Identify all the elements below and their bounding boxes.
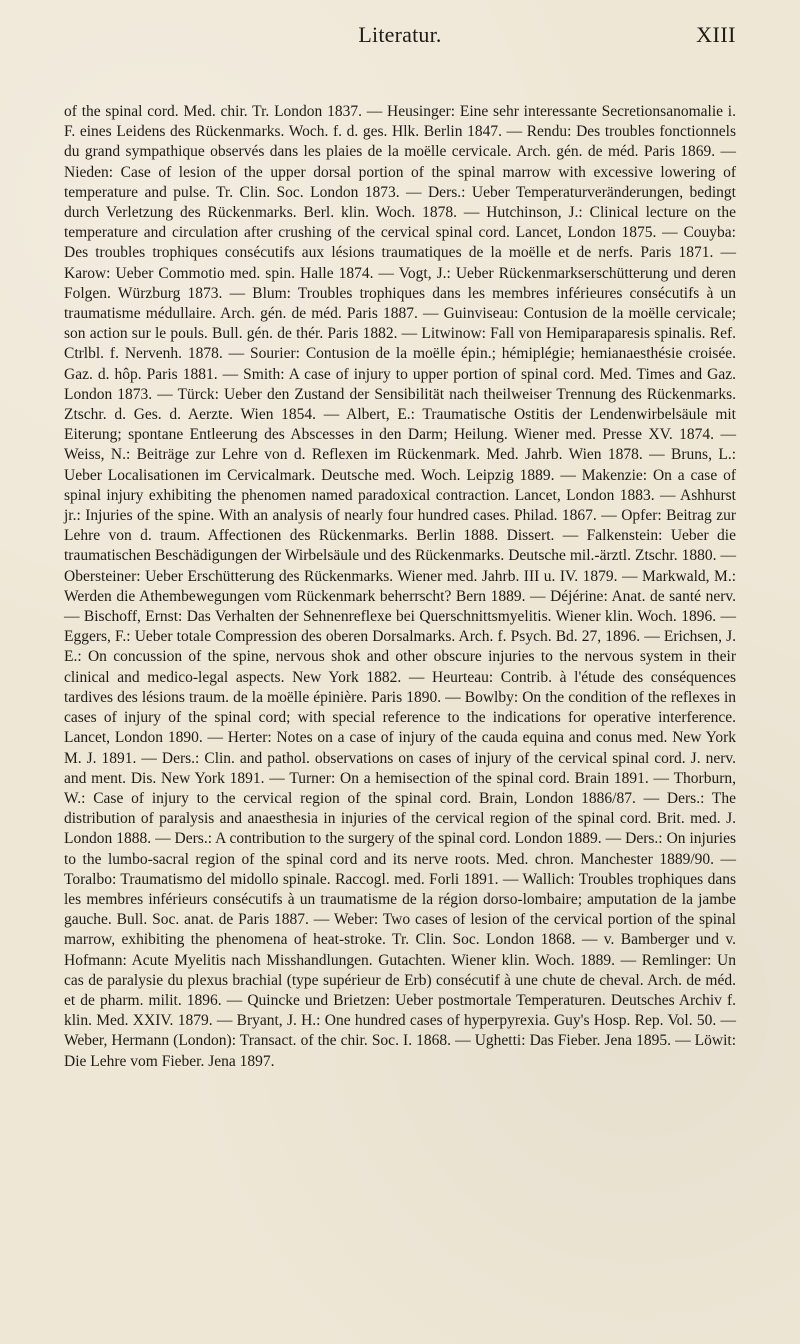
page-number: XIII	[696, 22, 736, 47]
page-header	[64, 22, 736, 68]
running-title: Literatur.	[358, 22, 442, 47]
bibliography-text-block	[64, 102, 736, 1072]
bibliography-paragraph: of the spinal cord. Med. chir. Tr. London 1837. — Heusinger: Eine sehr interessante Secretionsanomalie i. F. eines Leidens des Rückenmarks. Woch. f. d. ges. Hlk. Berlin 1847. — Rendu: Des troubles fonctionnels du grand sympathique observés dans les plaies de la moëlle cervicale. Arch. gén. de méd. Paris 1869. — Nieden: Case of lesion of the upper dorsal portion of the spinal marrow with excessive lowering of temperature and pulse. Tr. Clin. Soc. London 1873. — Ders.: Ueber Temperaturveränderungen, bedingt durch Verletzung des Rückenmarks. Berl. klin. Woch. 1878. — Hutchinson, J.: Clinical lecture on the temperature and circulation after crushing of the cervical spinal cord. Lancet, London 1875. — Couyba: Des troubles trophiques consécutifs aux lésions traumatiques de la moëlle et de nerfs. Paris 1871. — Karow: Ueber Commotio med. spin. Halle 1874. — Vogt, J.: Ueber Rückenmarkserschütterung und deren Folgen. Würzburg 1873. — Blum: Troubles trophiques dans les membres inférieures consécutifs à un traumatisme médullaire. Arch. gén. de méd. Paris 1887. — Guinviseau: Contusion de la moëlle cervicale; son action sur le pouls. Bull. gén. de thér. Paris 1882. — Litwinow: Fall von Hemiparaparesis spinalis. Ref. Ctrlbl. f. Nervenh. 1878. — Sourier: Contusion de la moëlle épin.; hémiplégie; hemianaesthésie croisée. Gaz. d. hôp. Paris 1881. — Smith: A case of injury to upper portion of spinal cord. Med. Times and Gaz. London 1873. — Türck: Ueber den Zustand der Sensibilität nach theilweiser Trennung des Rückenmarks. Ztschr. d. Ges. d. Aerzte. Wien 1854. — Albert, E.: Traumatische Ostitis der Lendenwirbelsäule mit Eiterung; spontane Entleerung des Abscesses in den Darm; Heilung. Wiener med. Presse XV. 1874. — Weiss, N.: Beiträge zur Lehre von d. Reflexen im Rückenmark. Med. Jahrb. Wien 1878. — Bruns, L.: Ueber Localisationen im Cervicalmark. Deutsche med. Woch. Leipzig 1889. — Makenzie: On a case of spinal injury exhibiting the phenomen named paradoxical contraction. Lancet, London 1883. — Ashhurst jr.: Injuries of the spine. With an analysis of nearly four hundred cases. Philad. 1867. — Opfer: Beitrag zur Lehre von d. traum. Affectionen des Rückenmarks. Berlin 1888. Dissert. — Falkenstein: Ueber die traumatischen Beschädigungen der Wirbelsäule und des Rückenmarks. Deutsche mil.-ärztl. Ztschr. 1880. — Obersteiner: Ueber Erschütterung des Rückenmarks. Wiener med. Jahrb. III u. IV. 1879. — Markwald, M.: Werden die Athembewegungen vom Rückenmark beherrscht? Bern 1889. — Déjérine: Anat. de santé nerv. — Bischoff, Ernst: Das Verhalten der Sehnenreflexe bei Querschnittsmyelitis. Wiener klin. Woch. 1896. — Eggers, F.: Ueber totale Compression des oberen Dorsalmarks. Arch. f. Psych. Bd. 27, 1896. — Erichsen, J. E.: On concussion of the spine, nervous shok and other obscure injuries to the nervous system in their clinical and medico-legal aspects. New York 1882. — Heurteau: Contrib. à l'étude des conséquences tardives des lésions traum. de la moëlle épinière. Paris 1890. — Bowlby: On the condition of the reflexes in cases of injury of the spinal cord; with special reference to the indications for operative interference. Lancet, London 1890. — Herter: Notes on a case of injury of the cauda equina and conus med. New York M. J. 1891. — Ders.: Clin. and pathol. observations on cases of injury of the cervical spinal cord. J. nerv. and ment. Dis. New York 1891. — Turner: On a hemisection of the spinal cord. Brain 1891. — Thorburn, W.: Case of injury to the cervical region of the spinal cord. Brain, London 1886/87. — Ders.: The distribution of paralysis and anaesthesia in injuries of the cervical region of the spinal cord. Brit. med. J. London 1888. — Ders.: A contribution to the surgery of the spinal cord. London 1889. — Ders.: On injuries to the lumbo-sacral region of the spinal cord and its nerve roots. Med. chron. Manchester 1889/90. — Toralbo: Traumatismo del midollo spinale. Raccogl. med. Forli 1891. — Wallich: Troubles trophiques dans les membres inférieurs consécutifs à un traumatisme de la région dorso-lombaire; amputation de la jambe gauche. Bull. Soc. anat. de Paris 1887. — Weber: Two cases of lesion of the cervical portion of the spinal marrow, exhibiting the phenomena of heat-stroke. Tr. Clin. Soc. London 1868. — v. Bamberger und v. Hofmann: Acute Myelitis nach Misshandlungen. Gutachten. Wiener klin. Woch. 1889. — Remlinger: Un cas de paralysie du plexus brachial (type supérieur de Erb) consécutif à une chute de cheval. Arch. de méd. et de pharm. milit. 1896. — Quincke und Brietzen: Ueber postmortale Temperaturen. Deutsches Archiv f. klin. Med. XXIV. 1879. — Bryant, J. H.: One hundred cases of hyperpyrexia. Guy's Hosp. Rep. Vol. 50. — Weber, Hermann (London): Transact. of the chir. Soc. I. 1868. — Ughetti: Das Fieber. Jena 1895. — Löwit: Die Lehre vom Fieber. Jena 1897.	[64, 103, 736, 1070]
